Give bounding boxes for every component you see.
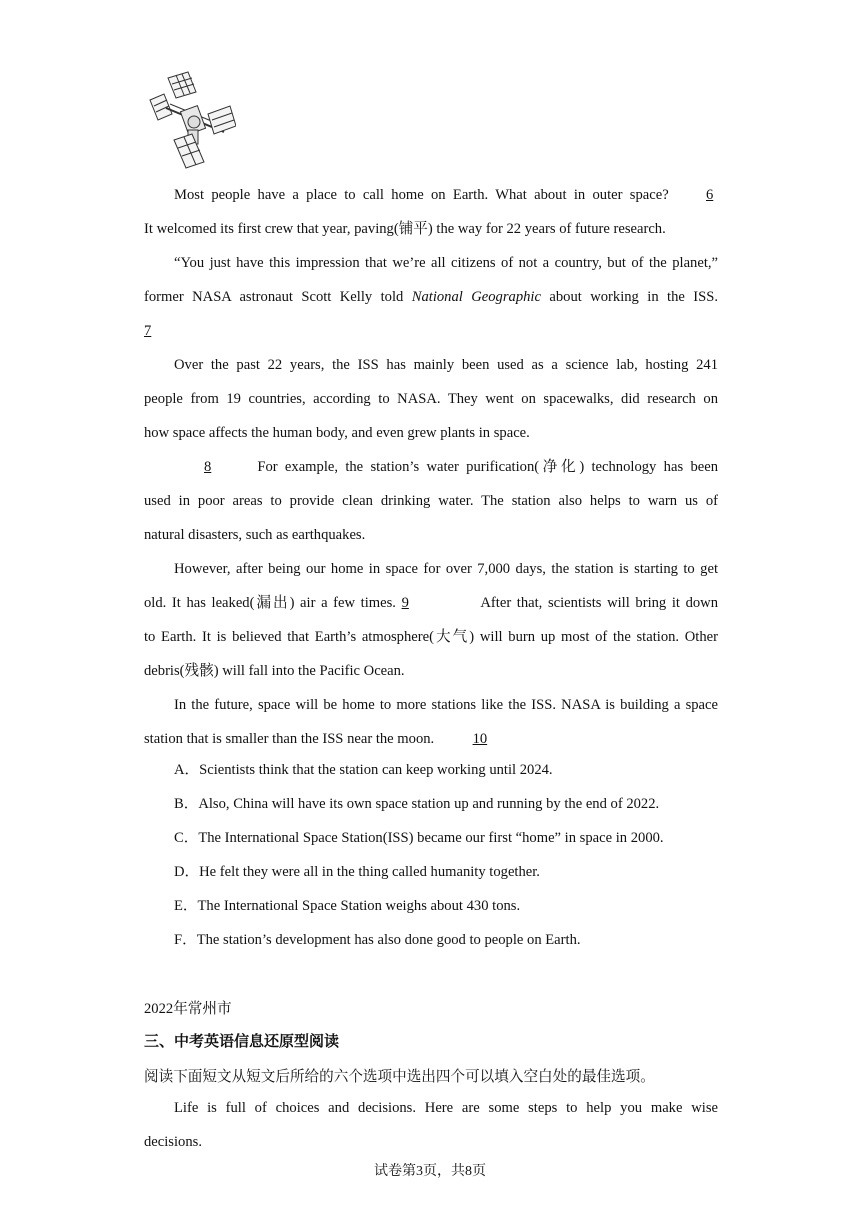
blank-8: 8	[204, 459, 212, 475]
next-passage-line-2: decisions.	[144, 1134, 202, 1150]
blank-10: 10	[472, 731, 488, 747]
option-b: B．Also, China will have its own space station up and running by the end of 2022.	[174, 796, 660, 812]
option-f: F．The station’s development has also done good to people on Earth.	[174, 932, 581, 948]
option-d: D．He felt they were all in the thing called humanity together.	[174, 864, 540, 880]
paragraph-2-line-2: former NASA astronaut Scott Kelly told National Geographic about working in the ISS.	[144, 289, 719, 305]
paragraph-6-line-2: station that is smaller than the ISS near the moon. 10	[144, 722, 718, 756]
space-station-icon	[146, 70, 236, 170]
option-a: A．Scientists think that the station can keep working until 2024.	[174, 762, 553, 778]
paragraph-4-line-1: 8 For example, the station’s water purification(净化) technology has been	[144, 450, 718, 484]
paragraph-2-line-3	[144, 314, 718, 348]
source-label: 2022年常州市	[144, 1001, 232, 1017]
option-e: E．The International Space Station weighs about 430 tons.	[174, 898, 521, 914]
section-instruction: 阅读下面短文从短文后所给的六个选项中选出四个可以填入空白处的最佳选项。	[144, 1069, 655, 1085]
blank-7: 7	[144, 323, 152, 339]
paragraph-4-line-3: natural disasters, such as earthquakes.	[144, 527, 366, 543]
paragraph-2-line-1: “You just have this impression that we’re all citizens of not a country, but of the planet,”	[174, 255, 718, 271]
paragraph-3-line-2: people from 19 countries, according to NASA. They went on spacewalks, did research on	[144, 391, 718, 407]
paragraph-1-line-2: It welcomed its first crew that year, paving(铺平) the way for 22 years of future research.	[144, 221, 666, 237]
option-c: C．The International Space Station(ISS) became our first “home” in space in 2000.	[174, 830, 664, 846]
paragraph-5-line-2: old. It has leaked(漏出) air a few times. 9 After that, scientists will bring it down	[144, 586, 718, 620]
page-footer: 试卷第3页，共8页	[374, 1164, 486, 1179]
paragraph-5-line-3: to Earth. It is believed that Earth’s atmosphere(大气) will burn up most of the station. Other	[144, 629, 718, 645]
paragraph-3-line-3: how space affects the human body, and even grew plants in space.	[144, 425, 530, 441]
paragraph-5-line-1: However, after being our home in space for over 7,000 days, the station is starting to get	[174, 561, 718, 577]
paragraph-6-line-1: In the future, space will be home to more stations like the ISS. NASA is building a space	[174, 697, 718, 713]
blank-6: 6	[706, 187, 714, 203]
next-passage-line-1: Life is full of choices and decisions. Here are some steps to help you make wise	[174, 1100, 718, 1116]
paragraph-3-line-1: Over the past 22 years, the ISS has mainly been used as a science lab, hosting 241	[174, 357, 718, 373]
section-heading: 三、中考英语信息还原型阅读	[144, 1032, 340, 1050]
paragraph-4-line-2: used in poor areas to provide clean drinking water. The station also helps to warn us of	[144, 493, 718, 509]
paragraph-5-line-4: debris(残骸) will fall into the Pacific Ocean.	[144, 663, 405, 679]
blank-9: 9	[401, 595, 409, 611]
paragraph-1-line-1: Most people have a place to call home on Earth. What about in outer space? 6	[144, 178, 718, 212]
